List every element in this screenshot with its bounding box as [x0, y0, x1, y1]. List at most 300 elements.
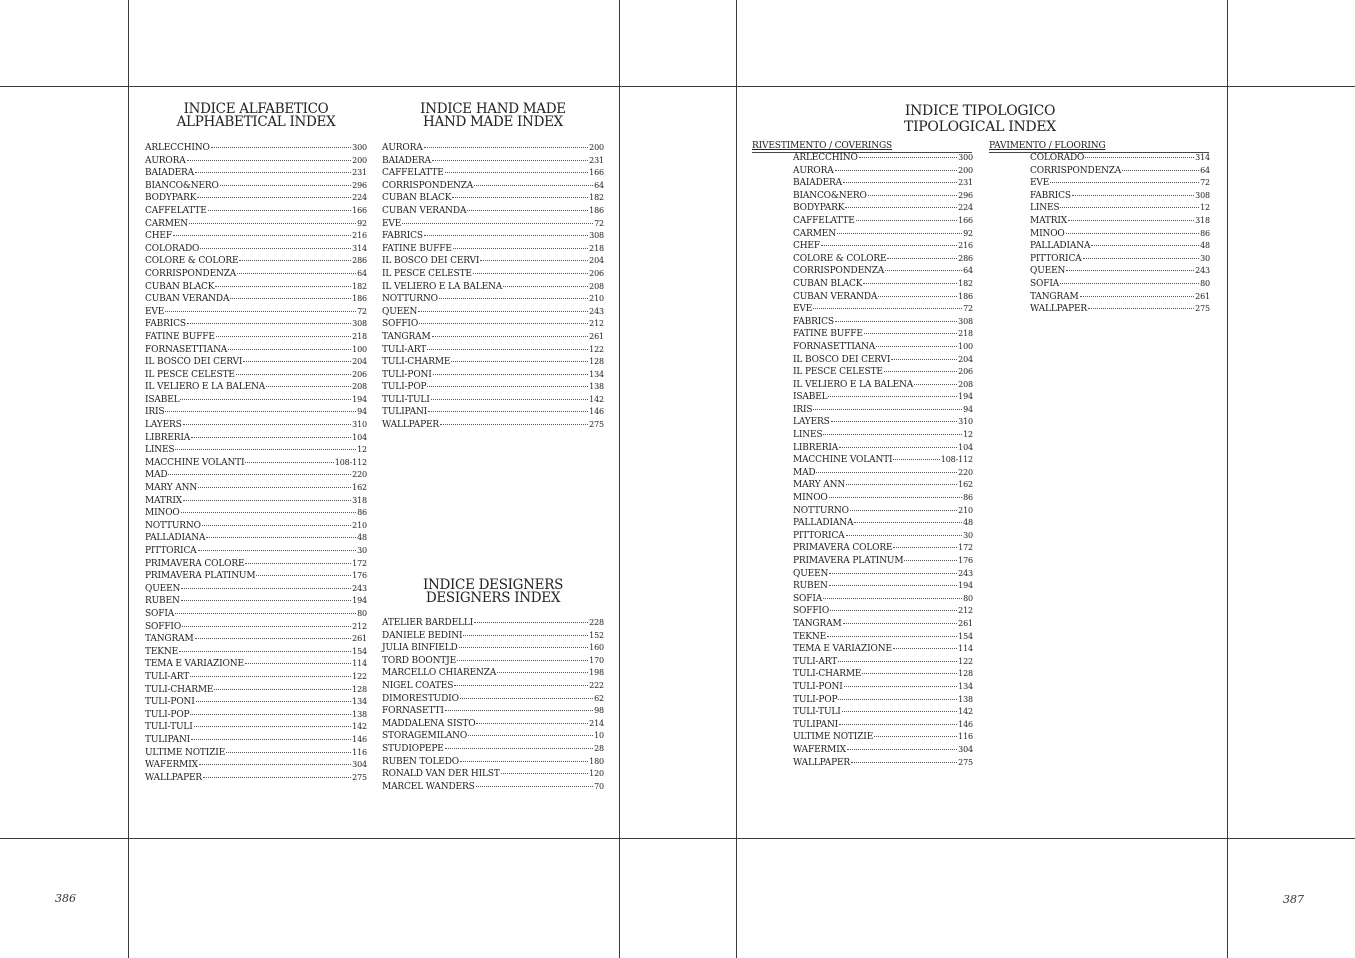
dot-leader: [893, 459, 939, 460]
entry-page: 98: [594, 706, 604, 716]
dot-leader: [863, 283, 957, 284]
dot-leader: [181, 512, 356, 513]
entry-name: TANGRAM: [382, 331, 431, 342]
entry-page: 114: [958, 644, 973, 654]
index-entry: [145, 281, 367, 294]
entry-page: 220: [352, 470, 367, 480]
entry-page: 64: [1200, 165, 1210, 175]
entry-page: 275: [1195, 304, 1210, 314]
entry-name: CHEF: [793, 241, 820, 252]
index-entry: [145, 532, 367, 545]
dot-leader: [419, 323, 588, 324]
entry-page: 62: [594, 693, 604, 703]
dot-leader: [424, 235, 588, 236]
entry-name: EVE: [382, 218, 402, 229]
index-entry: [145, 331, 367, 344]
entry-name: LINES: [1030, 203, 1060, 214]
dot-leader: [196, 701, 351, 702]
entry-page: 206: [352, 369, 367, 379]
dot-leader: [181, 600, 352, 601]
index-entry: [145, 432, 367, 445]
entry-name: NOTTURNO: [793, 505, 849, 516]
index-entry: [793, 442, 973, 455]
index-entry: [793, 177, 973, 190]
entry-name: IL VELIERO E LA BALENA: [382, 281, 503, 292]
entry-page: 243: [352, 583, 367, 593]
dot-leader: [266, 386, 351, 387]
entry-page: 308: [589, 231, 604, 241]
entry-name: ISABEL: [145, 394, 180, 405]
index-entry: [145, 633, 367, 646]
index-entry: [145, 369, 367, 382]
index-entry: [145, 684, 367, 697]
dot-leader: [439, 298, 588, 299]
dot-leader: [839, 447, 957, 448]
handmade-index-title-en: HAND MADE INDEX: [423, 114, 563, 130]
dot-leader: [445, 748, 593, 749]
dot-leader: [829, 573, 957, 574]
entry-name: IL PESCE CELESTE: [145, 369, 235, 380]
index-entry: [382, 230, 604, 243]
index-entry: [145, 230, 367, 243]
entry-page: 114: [352, 659, 367, 669]
index-entry: [145, 155, 367, 168]
dot-leader: [1068, 220, 1194, 221]
entry-name: MATRIX: [1030, 215, 1068, 226]
index-entry: [793, 706, 973, 719]
entry-page: 310: [352, 420, 367, 430]
entry-page: 194: [958, 581, 973, 591]
entry-page: 194: [352, 394, 367, 404]
entry-name: LINES: [793, 430, 823, 441]
entry-page: 261: [1195, 291, 1210, 301]
dot-leader: [236, 374, 351, 375]
dot-leader: [816, 472, 957, 473]
entry-page: 204: [352, 357, 367, 367]
dot-leader: [432, 336, 589, 337]
entry-name: ARLECCHINO: [793, 153, 858, 163]
dot-leader: [821, 245, 957, 246]
index-entry: [793, 631, 973, 644]
index-entry: [145, 482, 367, 495]
index-entry: [793, 366, 973, 379]
index-entry: [793, 165, 973, 178]
index-entry: [382, 419, 604, 432]
entry-name: FABRICS: [793, 316, 834, 327]
index-entry: [145, 268, 367, 281]
entry-name: STORAGEMILANO: [382, 731, 468, 742]
entry-name: EVE: [793, 304, 813, 315]
right-page-outer-line: [1227, 0, 1228, 958]
dot-leader: [474, 185, 593, 186]
entry-page: 212: [589, 319, 604, 329]
entry-name: TANGRAM: [1030, 291, 1079, 302]
index-entry: [145, 306, 367, 319]
handmade-index-heading: [382, 103, 604, 129]
index-entry: [793, 757, 973, 770]
entry-page: 162: [958, 480, 973, 490]
entry-page: 104: [352, 432, 367, 442]
dot-leader: [1080, 296, 1195, 297]
index-entry: [145, 495, 367, 508]
index-entry: [145, 721, 367, 734]
entry-page: 72: [963, 304, 973, 314]
entry-page: 166: [589, 168, 604, 178]
dot-leader: [208, 210, 352, 211]
index-entry: [793, 354, 973, 367]
entry-name: ULTIME NOTIZIE: [793, 732, 874, 743]
entry-name: SOFFIO: [145, 621, 182, 632]
dot-leader: [228, 349, 351, 350]
index-entry: [793, 202, 973, 215]
entry-page: 204: [958, 354, 973, 364]
entry-page: 300: [958, 153, 973, 162]
entry-page: 198: [589, 668, 604, 678]
index-entry: [793, 492, 973, 505]
entry-page: 222: [589, 680, 604, 690]
dot-leader: [245, 462, 333, 463]
index-entry: [145, 457, 367, 470]
dot-leader: [237, 273, 356, 274]
entry-page: 170: [589, 655, 604, 665]
entry-page: 152: [589, 630, 604, 640]
entry-page: 275: [589, 420, 604, 430]
dot-leader: [838, 699, 957, 700]
entry-page: 296: [352, 180, 367, 190]
entry-name: SOFIA: [793, 593, 823, 604]
entry-page: 243: [958, 568, 973, 578]
dot-leader: [878, 296, 957, 297]
index-entry: [793, 404, 973, 417]
handmade-index-title-it: INDICE HAND MADE: [420, 101, 566, 117]
dot-leader: [914, 384, 957, 385]
entry-name: TANGRAM: [793, 618, 842, 629]
index-entry: [1030, 165, 1210, 178]
entry-name: CUBAN VERANDA: [145, 294, 230, 305]
index-entry: [793, 668, 973, 681]
alphabetical-index-title-it: INDICE ALFABETICO: [183, 101, 329, 117]
dot-leader: [175, 449, 356, 450]
entry-page: 138: [352, 709, 367, 719]
index-entry: [1030, 190, 1210, 203]
dot-leader: [418, 311, 588, 312]
entry-name: CORRISPONDENZA: [145, 268, 237, 279]
entry-name: MAD: [145, 470, 168, 481]
dot-leader: [1091, 245, 1199, 246]
entry-page: 218: [352, 331, 367, 341]
dot-leader: [175, 613, 356, 614]
index-entry: [145, 356, 367, 369]
entry-name: TULI-PONI: [382, 369, 432, 380]
entry-page: 304: [958, 744, 973, 754]
entry-name: DANIELE BEDINI: [382, 630, 463, 641]
entry-page: 80: [1200, 278, 1210, 288]
dot-leader: [838, 661, 957, 662]
entry-name: FATINE BUFFE: [145, 331, 215, 342]
entry-page: 146: [589, 407, 604, 417]
entry-name: BODYPARK: [145, 193, 197, 204]
index-entry: [145, 381, 367, 394]
index-entry: [145, 520, 367, 533]
entry-name: SOFFIO: [382, 319, 419, 330]
dot-leader: [187, 323, 351, 324]
entry-name: MARY ANN: [793, 480, 846, 491]
index-entry: [145, 583, 367, 596]
entry-page: 138: [958, 694, 973, 704]
dot-leader: [402, 223, 593, 224]
entry-page: 208: [589, 281, 604, 291]
index-entry: [793, 278, 973, 291]
entry-name: TEKNE: [793, 631, 826, 642]
entry-page: 120: [589, 769, 604, 779]
dot-leader: [200, 248, 351, 249]
entry-page: 128: [589, 357, 604, 367]
entry-page: 30: [357, 546, 367, 555]
entry-name: TULIPANI: [382, 407, 428, 418]
dot-leader: [868, 195, 957, 196]
dot-leader: [197, 197, 351, 198]
dot-leader: [885, 270, 962, 271]
index-entry: [382, 394, 604, 407]
entry-name: IL VELIERO E LA BALENA: [145, 382, 266, 393]
entry-name: FORNASETTI: [382, 706, 444, 717]
dot-leader: [230, 298, 351, 299]
dot-leader: [195, 172, 351, 173]
dot-leader: [440, 424, 588, 425]
entry-name: MINOO: [145, 508, 180, 519]
entry-page: 208: [958, 379, 973, 389]
entry-name: AURORA: [382, 143, 423, 153]
index-entry: [382, 381, 604, 394]
dot-leader: [839, 724, 957, 725]
entry-page: 108-112: [334, 457, 367, 467]
entry-page: 231: [589, 155, 604, 165]
entry-page: 10: [594, 731, 604, 741]
entry-name: QUEEN: [793, 568, 829, 579]
entry-name: TULI-ART: [145, 671, 190, 682]
entry-name: CUBAN BLACK: [145, 281, 215, 292]
entry-page: 182: [352, 281, 367, 291]
dot-leader: [1060, 207, 1199, 208]
entry-page: 210: [958, 505, 973, 515]
index-entry: [145, 621, 367, 634]
index-entry: [145, 747, 367, 760]
entry-page: 154: [958, 631, 973, 641]
entry-page: 186: [352, 294, 367, 304]
entry-name: AURORA: [793, 165, 834, 176]
index-entry: [793, 568, 973, 581]
entry-name: IL BOSCO DEI CERVI: [793, 354, 891, 365]
entry-name: QUEEN: [382, 306, 418, 317]
dot-leader: [813, 308, 962, 309]
index-entry: [145, 709, 367, 722]
entry-page: 64: [357, 268, 367, 278]
entry-page: 142: [352, 722, 367, 732]
entry-name: TULI-POP: [793, 694, 838, 705]
entry-name: WAFERMIX: [145, 760, 198, 771]
entry-page: 318: [352, 495, 367, 505]
index-entry: [1030, 265, 1210, 278]
entry-name: LAYERS: [145, 420, 182, 431]
entry-name: LIBRERIA: [145, 432, 191, 443]
entry-name: NOTTURNO: [145, 520, 201, 531]
entry-page: 108-112: [940, 455, 973, 465]
entry-page: 28: [594, 743, 604, 753]
flooring-index-list: [1030, 152, 1210, 316]
index-entry: [145, 255, 367, 268]
entry-name: ISABEL: [793, 392, 828, 403]
dot-leader: [827, 636, 957, 637]
dot-leader: [190, 714, 351, 715]
index-entry: [793, 328, 973, 341]
entry-page: 214: [589, 718, 604, 728]
entry-name: IL PESCE CELESTE: [382, 268, 472, 279]
index-entry: [382, 705, 604, 718]
dot-leader: [823, 598, 962, 599]
entry-name: SOFIA: [1030, 278, 1060, 289]
index-entry: [145, 469, 367, 482]
entry-name: FABRICS: [1030, 190, 1071, 201]
dot-leader: [215, 286, 351, 287]
entry-page: 310: [958, 417, 973, 427]
entry-page: 70: [594, 781, 604, 791]
entry-page: 243: [589, 306, 604, 316]
dot-leader: [226, 752, 351, 753]
entry-page: 286: [352, 256, 367, 266]
index-entry: [793, 303, 973, 316]
designers-index-heading: [382, 579, 604, 605]
entry-name: BIANCO&NERO: [793, 190, 867, 201]
dot-leader: [842, 711, 958, 712]
entry-page: 182: [958, 278, 973, 288]
index-entry: [793, 391, 973, 404]
index-entry: [793, 719, 973, 732]
index-entry: [793, 618, 973, 631]
index-entry: [793, 316, 973, 329]
dot-leader: [245, 563, 351, 564]
dot-leader: [457, 660, 588, 661]
dot-leader: [191, 739, 351, 740]
entry-page: 104: [958, 442, 973, 452]
index-entry: [382, 142, 604, 155]
entry-page: 243: [1195, 266, 1210, 276]
dot-leader: [203, 777, 351, 778]
entry-name: IRIS: [145, 407, 165, 418]
entry-page: 12: [963, 430, 973, 440]
entry-page: 80: [357, 608, 367, 618]
entry-name: TULI-PONI: [145, 697, 195, 708]
entry-page: 231: [958, 178, 973, 188]
dot-leader: [835, 170, 958, 171]
dot-leader: [893, 547, 957, 548]
entry-page: 172: [958, 543, 973, 553]
index-entry: [145, 192, 367, 205]
index-entry: [382, 293, 604, 306]
dot-leader: [856, 220, 958, 221]
entry-name: TEKNE: [145, 646, 178, 657]
index-entry: [793, 593, 973, 606]
index-entry: [793, 744, 973, 757]
entry-page: 176: [352, 571, 367, 581]
index-entry: [793, 341, 973, 354]
dot-leader: [198, 487, 351, 488]
entry-name: CORRISPONDENZA: [382, 180, 474, 191]
entry-name: CUBAN BLACK: [793, 278, 863, 289]
entry-name: TULI-CHARME: [793, 669, 862, 680]
dot-leader: [1072, 195, 1194, 196]
index-entry: [793, 454, 973, 467]
dot-leader: [454, 685, 588, 686]
entry-page: 206: [589, 268, 604, 278]
entry-page: 194: [958, 392, 973, 402]
index-entry: [793, 253, 973, 266]
index-entry: [382, 655, 604, 668]
entry-name: BAIADERA: [793, 178, 843, 189]
entry-page: 142: [589, 394, 604, 404]
index-entry: [793, 479, 973, 492]
entry-name: TULI-ART: [793, 656, 838, 667]
index-entry: [793, 240, 973, 253]
entry-page: 160: [589, 643, 604, 653]
dot-leader: [453, 248, 588, 249]
index-entry: [1030, 228, 1210, 241]
index-entry: [1030, 177, 1210, 190]
entry-page: 128: [352, 684, 367, 694]
dot-leader: [864, 333, 957, 334]
index-entry: [793, 731, 973, 744]
dot-leader: [460, 698, 593, 699]
entry-page: 94: [963, 404, 973, 414]
entry-page: 296: [958, 190, 973, 200]
entry-page: 122: [589, 344, 604, 354]
entry-name: LAYERS: [793, 417, 830, 428]
dot-leader: [501, 773, 588, 774]
index-entry: [793, 517, 973, 530]
entry-name: TORD BOONTJE: [382, 655, 457, 666]
entry-name: IL VELIERO E LA BALENA: [793, 379, 914, 390]
entry-name: WALLPAPER: [382, 420, 440, 431]
entry-name: CORRISPONDENZA: [793, 266, 885, 277]
entry-name: EVE: [1030, 178, 1050, 189]
entry-name: IL BOSCO DEI CERVI: [382, 256, 480, 267]
entry-name: CAFFELATTE: [145, 205, 207, 216]
entry-name: MACCHINE VOLANTI: [793, 455, 893, 466]
index-entry: [145, 658, 367, 671]
entry-page: 12: [1200, 203, 1210, 213]
entry-page: 116: [958, 732, 973, 742]
entry-name: ATELIER BARDELLI: [382, 618, 474, 628]
index-entry: [382, 406, 604, 419]
dot-leader: [837, 233, 962, 234]
entry-name: FABRICS: [382, 231, 423, 242]
entry-page: 218: [589, 243, 604, 253]
entry-page: 314: [352, 243, 367, 253]
dot-leader: [480, 260, 588, 261]
entry-name: MARCELLO CHIARENZA: [382, 668, 497, 679]
entry-page: 206: [958, 367, 973, 377]
entry-name: MADDALENA SISTO: [382, 718, 476, 729]
entry-page: 308: [958, 316, 973, 326]
entry-page: 261: [958, 618, 973, 628]
entry-name: LIBRERIA: [793, 442, 839, 453]
index-entry: [145, 406, 367, 419]
dot-leader: [189, 223, 356, 224]
dot-leader: [497, 672, 588, 673]
entry-page: 261: [589, 331, 604, 341]
entry-page: 224: [352, 193, 367, 203]
entry-name: TULIPANI: [145, 734, 191, 745]
dot-leader: [884, 371, 957, 372]
